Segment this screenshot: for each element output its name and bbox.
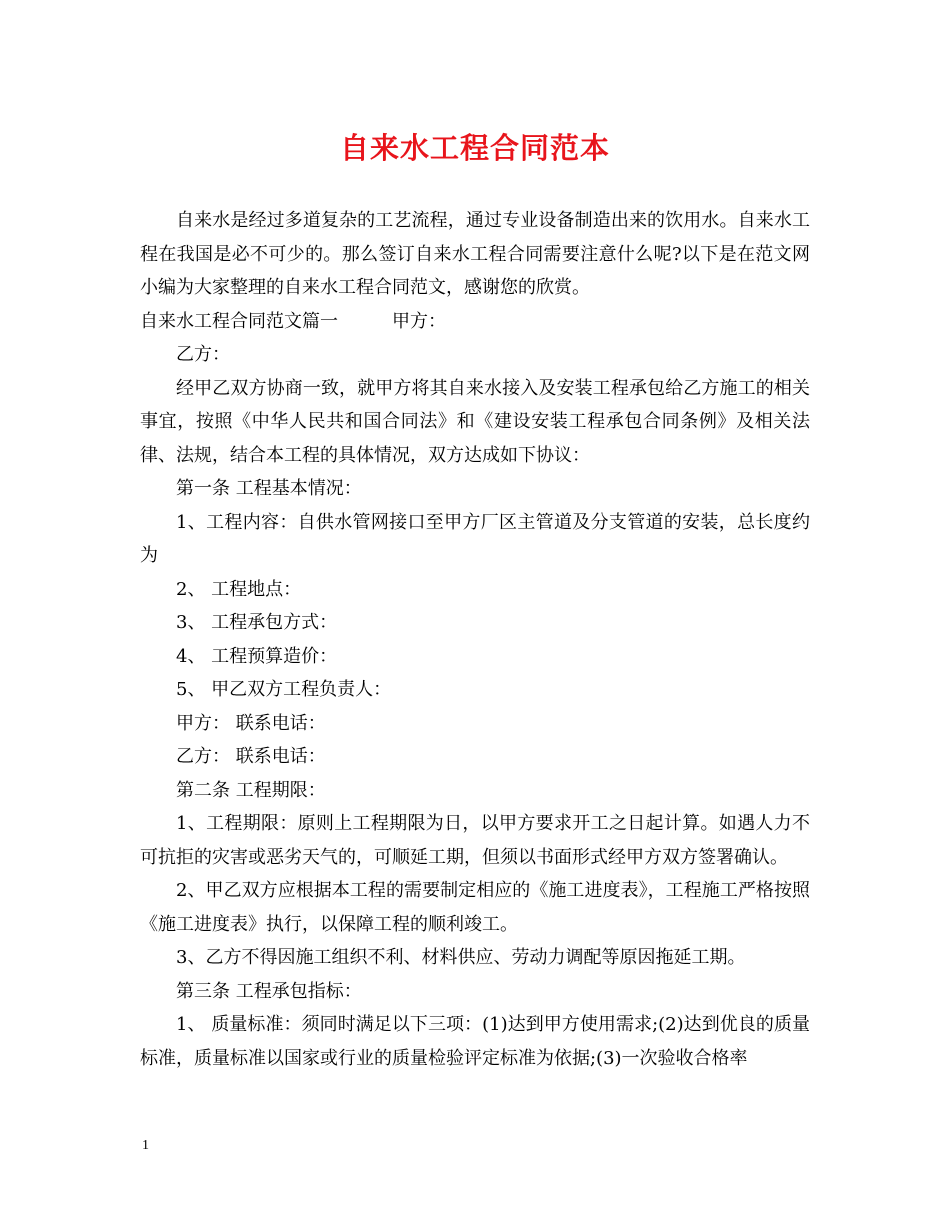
article-1-heading: 第一条 工程基本情况： — [176, 478, 362, 499]
article-2-item-1: 1、工程期限：原则上工程期限为日，以甲方要求开工之日起计算。如遇人力不可抗拒的灾害或恶劣天气的，可顺延工期，但须以书面形式经甲方双方签署确认。 — [140, 813, 810, 868]
article-1-item-1: 1、工程内容：自供水管网接口至甲方厂区主管道及分支管道的安装，总长度约为 — [140, 511, 810, 566]
article-2-heading: 第二条 工程期限： — [176, 779, 326, 801]
article-2-item-2: 2、甲乙双方应根据本工程的需要制定相应的《施工进度表》，工程施工严格按照《施工进度表》执行，以保障工程的顺利竣工。 — [140, 880, 810, 935]
article-2-item-3: 3、乙方不得因施工组织不利、材料供应、劳动力调配等原因拖延工期。 — [176, 947, 746, 968]
party-b-contact: 乙方： 联系电话： — [176, 746, 326, 767]
article-1-item-4: 4、 工程预算造价： — [176, 645, 338, 667]
agreement-paragraph: 经甲乙双方协商一致，就甲方将其自来水接入及安装工程承包给乙方施工的相关事宜，按照《中华人民共和国合同法》和《建设安装工程承包合同条例》及相关法律、法规，结合本工程的具体情况，双方达成如下协议： — [140, 377, 810, 466]
article-3-item-1: 1、 质量标准：须同时满足以下三项：(1)达到甲方使用需求;(2)达到优良的质量标准，质量标准以国家或行业的质量检验评定标准为依据;(3)一次验收合格率 — [140, 1014, 810, 1069]
party-b-label: 乙方： — [176, 344, 230, 365]
intro-paragraph: 自来水是经过多道复杂的工艺流程，通过专业设备制造出来的饮用水。自来水工程在我国是必不可少的。那么签订自来水工程合同需要注意什么呢?以下是在范文网小编为大家整理的自来水工程合同范文，感谢您的欣赏。 — [140, 210, 810, 298]
page-number: 1 — [142, 1138, 149, 1153]
party-a-contact: 甲方： 联系电话： — [176, 712, 326, 734]
contract-heading-line — [140, 305, 810, 339]
contract-section-title: 自来水工程合同范文篇一 — [140, 310, 338, 332]
document-body — [140, 204, 810, 1075]
party-a-label: 甲方： — [392, 310, 446, 332]
article-1-item-3: 3、 工程承包方式： — [176, 612, 338, 633]
document-title: 自来水工程合同范本 — [339, 131, 610, 165]
article-1-item-5: 5、 甲乙双方工程负责人： — [176, 679, 392, 700]
article-1-item-2: 2、 工程地点： — [176, 578, 302, 600]
article-3-heading: 第三条 工程承包指标： — [176, 980, 362, 1002]
